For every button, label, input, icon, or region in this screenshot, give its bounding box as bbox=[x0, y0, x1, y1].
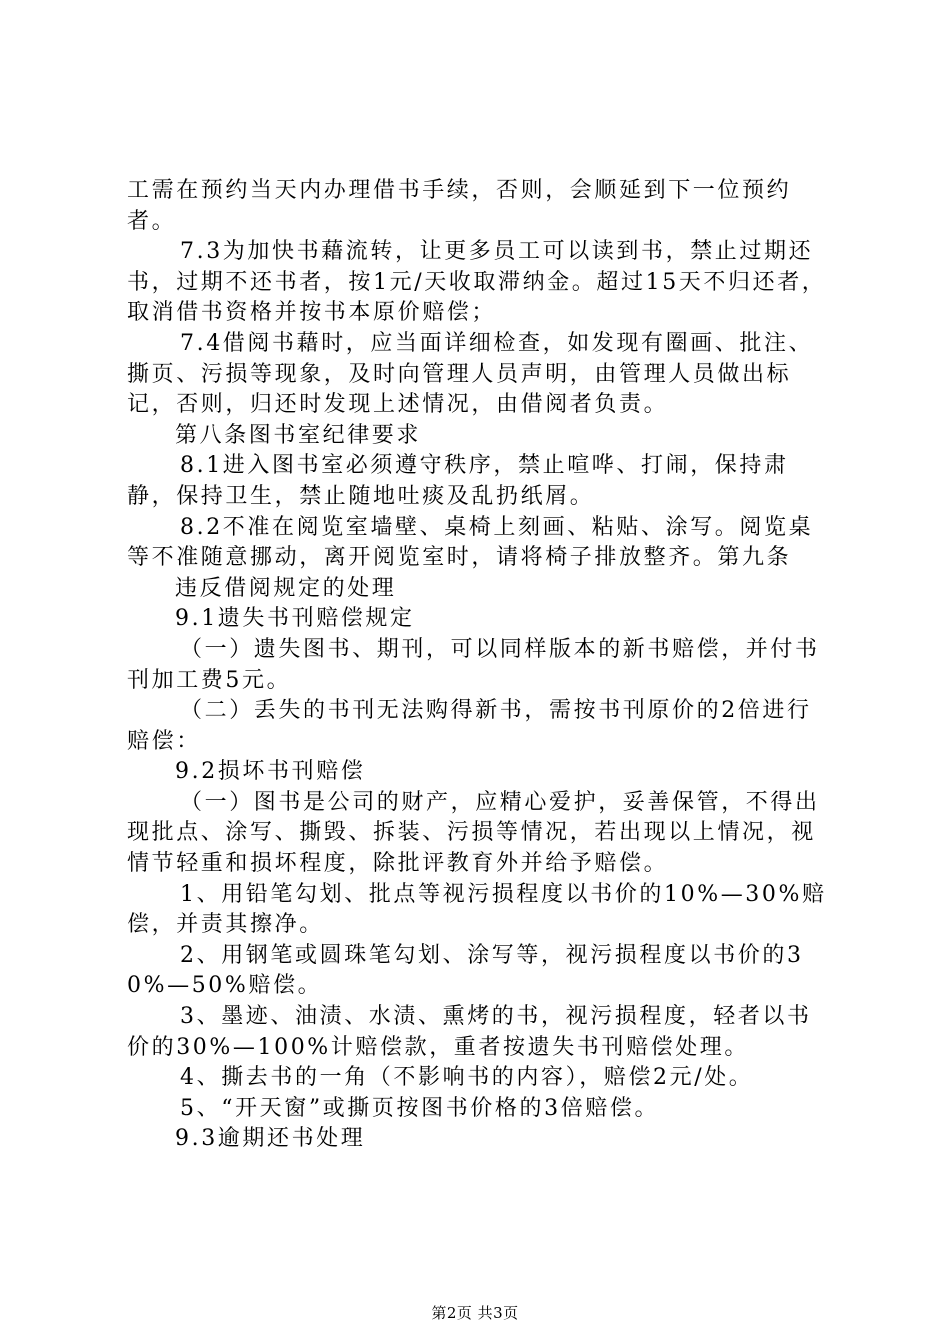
paragraph: 4、撕去书的一角（不影响书的内容），赔偿2元/处。 bbox=[180, 1065, 754, 1091]
page-footer: 第2页 共3页 bbox=[431, 1304, 519, 1322]
paragraph: 工需在预约当天内办理借书手续，否则，会顺延到下一位预约者。 bbox=[127, 178, 792, 234]
paragraph: 7.4借阅书藉时，应当面详细检查，如发现有圈画、批注、撕页、污损等现象，及时向管理人员声明，由管理人员做出标记，否则，归还时发现上述情况，由借阅者负责。 bbox=[127, 330, 814, 418]
paragraph: （二）丢失的书刊无法购得新书，需按书刊原价的2倍进行赔偿： bbox=[127, 698, 812, 754]
paragraph: 9.2损坏书刊赔偿 bbox=[175, 759, 366, 785]
paragraph: （一）图书是公司的财产，应精心爱护，妥善保管，不得出现批点、涂写、撕毁、拆装、污损等情况，若出现以上情况，视情节轻重和损坏程度，除批评教育外并给予赔偿。 bbox=[127, 789, 820, 877]
paragraph: 7.3为加快书藉流转，让更多员工可以读到书，禁止过期还书，过期不还书者，按1元/天收取滞纳金。超过15天不归还者，取消借书资格并按书本原价赔偿； bbox=[127, 239, 827, 326]
paragraph: 8.1进入图书室必须遵守秩序，禁止喧哗、打闹，保持肃静，保持卫生，禁止随地吐痰及乱扔纸屑。 bbox=[127, 453, 789, 509]
paragraph: 8.2不准在阅览室墙壁、桌椅上刻画、粘贴、涂写。阅览桌等不准随意挪动，离开阅览室时，请将椅子排放整齐。第九条 bbox=[127, 514, 814, 571]
document-body bbox=[127, 176, 833, 1155]
paragraph: 第八条图书室纪律要求 bbox=[175, 422, 422, 448]
paragraph: 1、用铅笔勾划、批点等视污损程度以书价的10%—30%赔偿，并责其擦净。 bbox=[127, 881, 827, 938]
paragraph: 2、用钢笔或圆珠笔勾划、涂写等，视污损程度以书价的30%—50%赔偿。 bbox=[127, 942, 804, 999]
paragraph: 5、“开天窗”或撕页按图书价格的3倍赔偿。 bbox=[180, 1095, 660, 1121]
paragraph: （一）遗失图书、期刊，可以同样版本的新书赔偿，并付书刊加工费5元。 bbox=[127, 636, 820, 693]
paragraph: 9.1遗失书刊赔偿规定 bbox=[175, 606, 415, 632]
paragraph: 违反借阅规定的处理 bbox=[175, 575, 397, 601]
paragraph: 9.3逾期还书处理 bbox=[175, 1126, 366, 1152]
paragraph: 3、墨迹、油渍、水渍、熏烤的书，视污损程度，轻者以书价的30%—100%计赔偿款，重者按遗失书刊赔偿处理。 bbox=[127, 1004, 812, 1060]
